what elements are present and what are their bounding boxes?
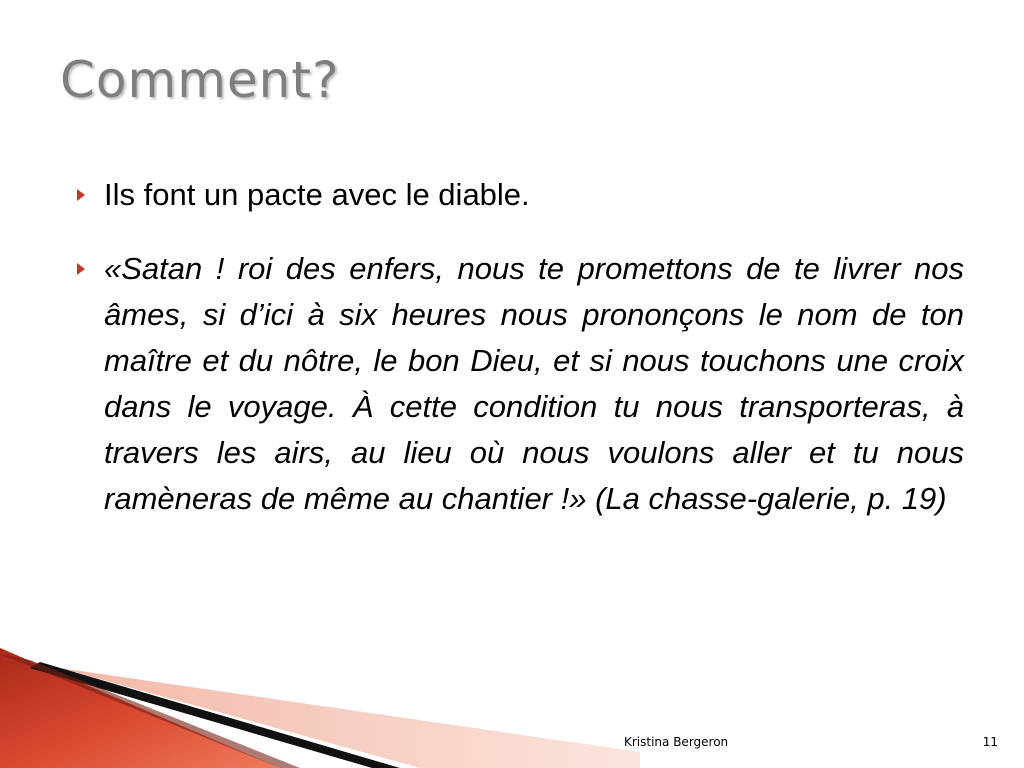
triangle-right-icon	[77, 263, 85, 275]
bullet-item	[74, 172, 964, 218]
footer-page-number: 11	[982, 735, 998, 749]
bullet-list	[74, 172, 964, 522]
bullet-item-quote	[74, 246, 964, 522]
bullet-quote-text: «Satan ! roi des enfers, nous te promettons de te livrer nos âmes, si d’ici à six heures nous prononçons le nom de ton maître et du nôtre, le bon Dieu, et si nous touchons une croix dans le voyage. À cette condition tu nous transporteras, à travers les airs, au lieu où nous voulons aller et tu nous ramèneras de même au chantier !» (La chasse-galerie, p. 19)	[104, 251, 964, 516]
bullet-text: Ils font un pacte avec le diable.	[104, 177, 530, 212]
triangle-right-icon	[77, 189, 85, 201]
slide-title: Comment?	[60, 51, 340, 109]
decorative-swoosh	[0, 640, 640, 768]
footer-author: Kristina Bergeron	[624, 735, 729, 749]
